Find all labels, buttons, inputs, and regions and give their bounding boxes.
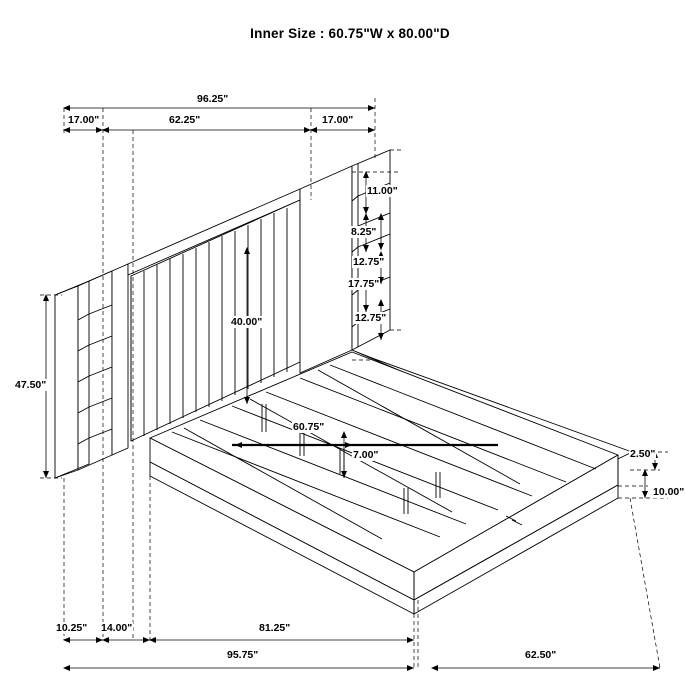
dim-right-shelf-top-width: 17.00" <box>322 114 354 126</box>
dim-shelf-opening-3: 12.75" <box>353 256 385 268</box>
dim-overall-top-width: 96.25" <box>197 93 229 105</box>
dim-left-shelf-depth: 14.00" <box>101 622 133 634</box>
dim-mattress-inner-width: 60.75" <box>293 421 325 433</box>
dim-left-shelf-top-width: 17.00" <box>68 114 100 126</box>
dim-overall-depth-side: 62.50" <box>525 649 557 661</box>
page-title: Inner Size : 60.75"W x 80.00"D <box>250 26 450 41</box>
dim-shelf-opening-2: 8.25" <box>351 226 377 238</box>
dim-overall-height: 47.50" <box>15 379 47 391</box>
left-shelf-unit <box>55 271 112 478</box>
dim-overall-depth-front: 95.75" <box>227 649 259 661</box>
dim-bed-body-depth: 81.25" <box>259 622 291 634</box>
dim-headboard-panel-width: 62.25" <box>169 114 201 126</box>
dim-shelf-opening-5: 12.75" <box>355 312 387 324</box>
dim-deck-height: 10.00" <box>653 486 685 498</box>
dim-slat-clearance: 7.00" <box>353 449 379 461</box>
dim-rail-thickness: 2.50" <box>630 448 656 460</box>
dim-left-offset: 10.25" <box>56 622 88 634</box>
dim-headboard-height: 40.00" <box>231 316 263 328</box>
dim-shelf-opening-4: 17.75" <box>348 278 380 290</box>
dim-shelf-opening-1: 11.00" <box>367 185 398 197</box>
